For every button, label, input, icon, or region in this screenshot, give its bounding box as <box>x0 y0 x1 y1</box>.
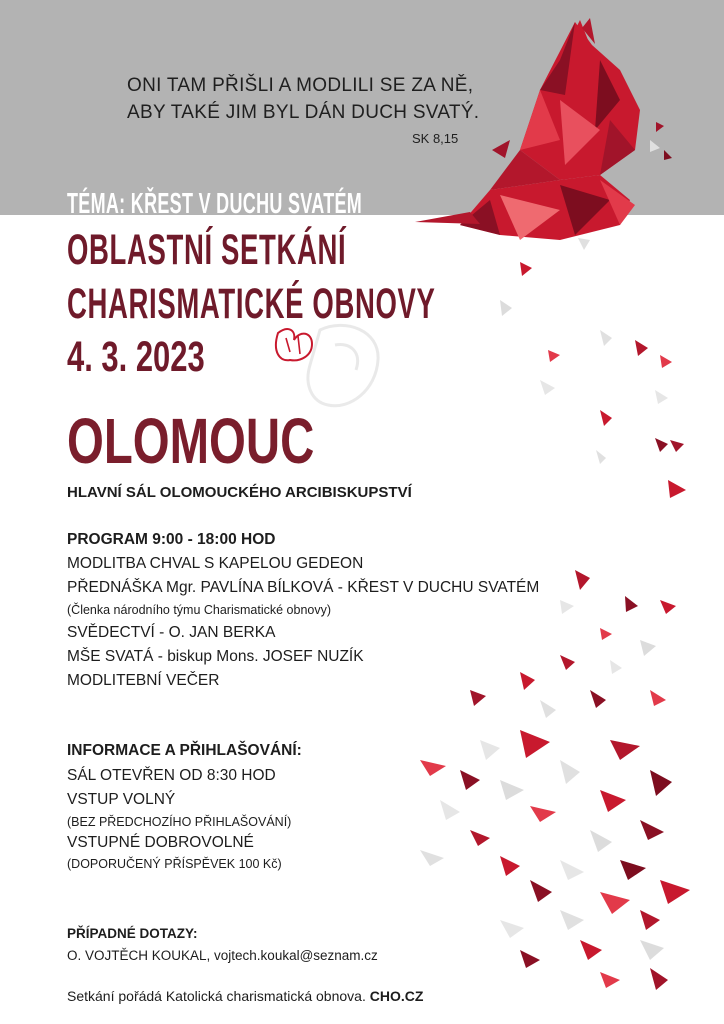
info-item: VSTUP VOLNÝ <box>67 791 176 808</box>
event-title-line-1: OBLASTNÍ SETKÁNÍ <box>67 226 347 274</box>
triangle-scatter <box>420 122 690 990</box>
info-heading: INFORMACE A PŘIHLAŠOVÁNÍ: <box>67 742 302 759</box>
program-item: PŘEDNÁŠKA Mgr. PAVLÍNA BÍLKOVÁ - KŘEST V DUCHU SVATÉM <box>67 579 540 596</box>
bird-icon <box>415 18 640 240</box>
info-item-note: (DOPORUČENÝ PŘÍSPĚVEK 100 Kč) <box>67 857 282 871</box>
event-venue: HLAVNÍ SÁL OLOMOUCKÉHO ARCIBISKUPSTVÍ <box>67 484 412 501</box>
program-item-note: (Členka národního týmu Charismatické obnovy) <box>67 603 332 617</box>
event-city: OLOMOUC <box>67 405 315 477</box>
event-theme: TÉMA: KŘEST V DUCHU SVATÉM <box>67 188 363 220</box>
program-item: MODLITEBNÍ VEČER <box>67 672 220 689</box>
program-heading: PROGRAM 9:00 - 18:00 HOD <box>67 531 276 548</box>
info-item: SÁL OTEVŘEN OD 8:30 HOD <box>67 767 276 784</box>
quote-line-2: ABY TAKÉ JIM BYL DÁN DUCH SVATÝ. <box>127 102 480 123</box>
cho-logo-icon <box>276 329 312 360</box>
watermark-dove-icon <box>308 325 378 405</box>
event-date: 4. 3. 2023 <box>67 333 205 381</box>
event-title-line-2: CHARISMATICKÉ OBNOVY <box>67 280 436 328</box>
program-item: MŠE SVATÁ - biskup Mons. JOSEF NUZÍK <box>67 648 364 665</box>
info-item-note: (BEZ PŘEDCHOZÍHO PŘIHLAŠOVÁNÍ) <box>67 815 292 829</box>
program-item: MODLITBA CHVAL S KAPELOU GEDEON <box>67 555 364 572</box>
quote-line-1: ONI TAM PŘIŠLI A MODLILI SE ZA NĚ, <box>127 75 474 96</box>
program-item: SVĚDECTVÍ - O. JAN BERKA <box>67 624 276 641</box>
footer-brand-link[interactable]: CHO.CZ <box>369 988 424 1004</box>
info-item: VSTUPNÉ DOBROVOLNÉ <box>67 834 254 851</box>
quote-reference: SK 8,15 <box>412 131 459 146</box>
footer <box>67 988 423 1004</box>
footer-text: Setkání pořádá Katolická charismatická obnova. <box>67 988 370 1004</box>
contact-line: O. VOJTĚCH KOUKAL, vojtech.koukal@seznam.cz <box>67 948 378 963</box>
bible-quote <box>127 72 479 126</box>
contact-heading: PŘÍPADNÉ DOTAZY: <box>67 926 198 941</box>
